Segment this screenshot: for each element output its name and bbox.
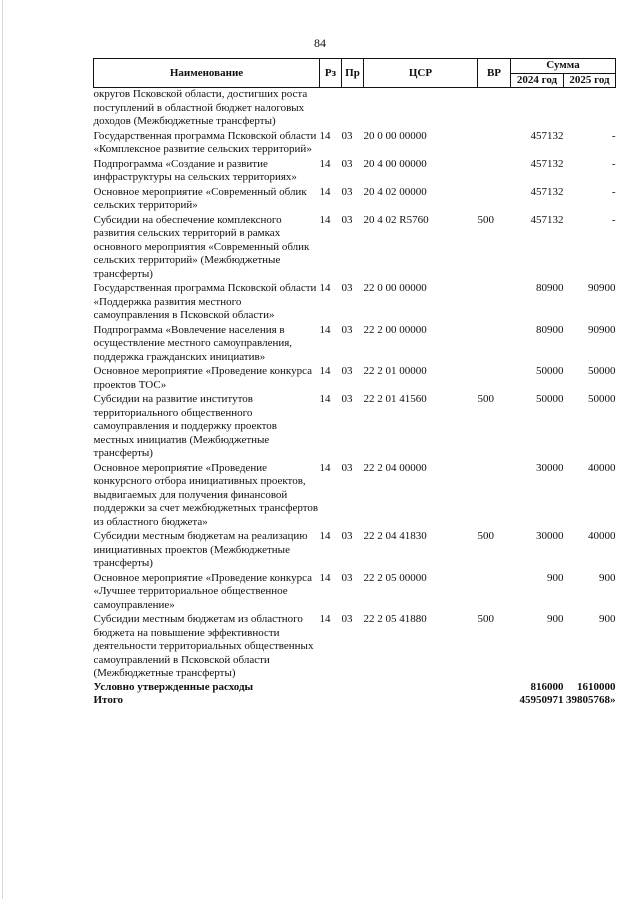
row-sum-2025: 50000 bbox=[588, 393, 616, 405]
table-row bbox=[94, 185, 616, 213]
header-sum: Сумма bbox=[511, 59, 616, 74]
row-pr: 03 bbox=[341, 613, 353, 625]
header-name: Наименование bbox=[94, 59, 320, 88]
row-vr bbox=[478, 185, 511, 213]
row-pr: 03 bbox=[341, 185, 353, 198]
total-name: Итого bbox=[93, 694, 124, 706]
row-vr: 500 bbox=[477, 530, 494, 542]
table-body bbox=[94, 88, 616, 681]
row-vr bbox=[478, 88, 511, 129]
table-row bbox=[94, 392, 616, 461]
row-sum-2024: 30000 bbox=[536, 461, 564, 474]
row-sum-2025: 40000 bbox=[588, 530, 616, 542]
row-pr: 03 bbox=[341, 461, 353, 474]
row-csr: 22 2 05 00000 bbox=[363, 571, 427, 584]
row-name: Основное мероприятие «Современный облик сельских территорий» bbox=[93, 185, 307, 211]
row-sum-2025: 90900 bbox=[588, 282, 616, 294]
row-name: Основное мероприятие «Проведение конкурсного отбора инициативных проектов, выдвигаемых для получения финансовой поддержки за счет межбюджетных трансфертов из областного бюджета» bbox=[93, 461, 319, 528]
row-vr bbox=[478, 323, 511, 365]
row-rz: 14 bbox=[319, 213, 331, 226]
header-year-2024: 2024 год bbox=[511, 73, 564, 88]
row-rz: 14 bbox=[319, 571, 331, 584]
row-sum-2025: 900 bbox=[599, 571, 616, 584]
row-sum-2024: 50000 bbox=[536, 365, 564, 377]
row-rz: 14 bbox=[319, 129, 331, 142]
row-pr: 03 bbox=[341, 530, 353, 542]
row-sum-2024: 80900 bbox=[536, 323, 564, 336]
row-pr: 03 bbox=[341, 129, 353, 142]
row-name: Субсидии местным бюджетам из областного бюджета на повышение эффективности деятельности территориальных общественных самоуправлений в Псковской области (Межбюджетные трансферты) bbox=[93, 613, 314, 679]
table-row bbox=[94, 612, 616, 681]
row-name: округов Псковской области, достигших роста поступлений в областной бюджет налоговых доходов (Межбюджетные трансферты) bbox=[93, 88, 308, 127]
header-year-2025: 2025 год bbox=[564, 73, 616, 88]
row-csr: 20 4 02 R5760 bbox=[363, 213, 429, 226]
total-name: Условно утвержденные расходы bbox=[93, 680, 254, 693]
row-sum-2024: 457132 bbox=[530, 157, 564, 170]
row-rz: 14 bbox=[319, 157, 331, 170]
row-sum-2025: - bbox=[611, 185, 616, 198]
row-sum-2025: 50000 bbox=[588, 365, 616, 377]
row-vr bbox=[478, 157, 511, 185]
row-csr: 20 0 00 00000 bbox=[363, 129, 427, 142]
row-sum-2025: 40000 bbox=[588, 461, 616, 474]
row-csr: 22 2 05 41880 bbox=[363, 613, 427, 625]
total-sum-2024: 45950971 bbox=[519, 694, 564, 706]
row-sum-2024: 50000 bbox=[536, 393, 564, 405]
row-rz: 14 bbox=[319, 530, 331, 542]
row-vr bbox=[478, 571, 511, 613]
row-pr: 03 bbox=[341, 282, 353, 294]
row-csr: 22 2 01 00000 bbox=[363, 365, 427, 377]
scan-edge bbox=[2, 0, 3, 899]
row-pr: 03 bbox=[341, 323, 353, 336]
row-rz: 14 bbox=[319, 185, 331, 198]
row-vr bbox=[478, 129, 511, 157]
table-row bbox=[94, 88, 616, 129]
table-row bbox=[94, 281, 616, 323]
table-row bbox=[94, 529, 616, 571]
table-row bbox=[94, 213, 616, 282]
row-csr: 20 4 02 00000 bbox=[363, 185, 427, 198]
total-row bbox=[94, 694, 616, 708]
row-vr: 500 bbox=[477, 213, 494, 226]
row-sum-2024: 900 bbox=[547, 571, 564, 584]
row-sum-2024 bbox=[511, 88, 564, 129]
header-csr: ЦСР bbox=[364, 59, 478, 88]
row-sum-2024: 30000 bbox=[536, 530, 564, 542]
row-pr bbox=[342, 88, 364, 129]
row-csr: 22 2 04 41830 bbox=[363, 530, 427, 542]
row-rz: 14 bbox=[319, 282, 331, 294]
row-csr: 22 2 01 41560 bbox=[363, 393, 427, 405]
row-sum-2025: 90900 bbox=[588, 323, 616, 336]
row-name: Государственная программа Псковской области «Комплексное развитие сельских территорий» bbox=[93, 129, 317, 155]
row-sum-2024: 457132 bbox=[530, 213, 564, 226]
row-name: Основное мероприятие «Проведение конкурса проектов ТОС» bbox=[93, 365, 313, 391]
row-rz bbox=[320, 88, 342, 129]
total-sum-2025: 39805768» bbox=[566, 694, 616, 706]
table-row bbox=[94, 129, 616, 157]
row-csr: 22 2 00 00000 bbox=[363, 323, 427, 336]
row-rz: 14 bbox=[319, 323, 331, 336]
row-name: Субсидии на обеспечение комплексного развития сельских территорий в рамках основного мероприятия «Современный облик сельских территорий» (Межбюджетные трансферты) bbox=[93, 213, 310, 280]
row-csr: 20 4 00 00000 bbox=[363, 157, 427, 170]
row-sum-2025: 900 bbox=[599, 613, 616, 625]
row-vr: 500 bbox=[477, 613, 494, 625]
row-name: Государственная программа Псковской области «Поддержка развития местного самоуправления в Псковской области» bbox=[93, 282, 317, 321]
table-row bbox=[94, 461, 616, 530]
row-rz: 14 bbox=[319, 461, 331, 474]
header-pr: Пр bbox=[342, 59, 364, 88]
row-sum-2025: - bbox=[611, 213, 616, 226]
row-rz: 14 bbox=[319, 393, 331, 405]
row-csr: 22 0 00 00000 bbox=[363, 282, 427, 294]
row-pr: 03 bbox=[341, 213, 353, 226]
row-sum-2024: 900 bbox=[547, 613, 564, 625]
row-name: Субсидии местным бюджетам на реализацию инициативных проектов (Межбюджетные трансферты) bbox=[93, 530, 308, 569]
row-name: Подпрограмма «Вовлечение населения в осуществление местного самоуправления, поддержка гражданских инициатив» bbox=[93, 323, 293, 363]
row-sum-2025: - bbox=[611, 129, 616, 142]
row-csr: 22 2 04 00000 bbox=[363, 461, 427, 474]
total-sum-2024: 816000 bbox=[530, 680, 564, 693]
row-sum-2025 bbox=[564, 88, 616, 129]
table-row bbox=[94, 364, 616, 392]
table-header bbox=[94, 59, 616, 88]
total-sum-2025: 1610000 bbox=[577, 680, 616, 693]
row-vr: 500 bbox=[477, 393, 494, 405]
row-name: Подпрограмма «Создание и развитие инфраструктуры на сельских территориях» bbox=[93, 157, 297, 183]
page-number: 84 bbox=[314, 36, 326, 50]
row-sum-2024: 457132 bbox=[530, 185, 564, 198]
row-pr: 03 bbox=[341, 157, 353, 170]
table-totals bbox=[94, 681, 616, 708]
row-vr bbox=[478, 281, 511, 323]
table-row bbox=[94, 571, 616, 613]
row-vr bbox=[478, 364, 511, 392]
row-vr bbox=[478, 461, 511, 530]
table-row bbox=[94, 157, 616, 185]
table-row bbox=[94, 323, 616, 365]
row-pr: 03 bbox=[341, 571, 353, 584]
row-csr bbox=[364, 88, 478, 129]
row-name: Субсидии на развитие институтов территориального общественного самоуправления и поддержку проектов местных инициатив (Межбюджетные трансферты) bbox=[93, 393, 277, 459]
row-rz: 14 bbox=[319, 613, 331, 625]
row-name: Основное мероприятие «Проведение конкурса «Лучшее территориальное общественное самоуправление» bbox=[93, 571, 313, 611]
row-sum-2025: - bbox=[611, 157, 616, 170]
header-vr: ВР bbox=[478, 59, 511, 88]
row-rz: 14 bbox=[319, 365, 331, 377]
row-pr: 03 bbox=[341, 393, 353, 405]
budget-table bbox=[93, 58, 616, 708]
total-row bbox=[94, 681, 616, 695]
row-sum-2024: 457132 bbox=[530, 129, 564, 142]
row-sum-2024: 80900 bbox=[536, 282, 564, 294]
header-rz: Рз bbox=[320, 59, 342, 88]
row-pr: 03 bbox=[341, 365, 353, 377]
